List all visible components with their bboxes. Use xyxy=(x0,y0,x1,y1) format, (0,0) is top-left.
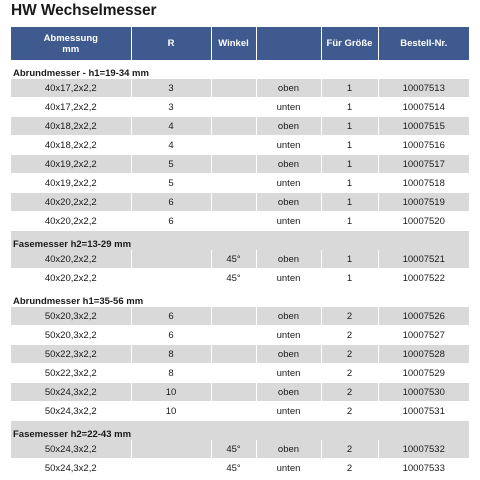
table-body xyxy=(11,60,469,478)
cell-groesse: 2 xyxy=(321,459,378,478)
cell-winkel xyxy=(211,136,256,155)
cell-position: oben xyxy=(256,250,321,269)
cell-abmessung: 40x17,2x2,2 xyxy=(11,98,131,117)
cell-winkel xyxy=(211,212,256,231)
cell-abmessung: 50x22,3x2,2 xyxy=(11,345,131,364)
group-heading-row xyxy=(11,288,469,308)
cell-bestell-nr: 10007513 xyxy=(378,79,469,98)
cell-position: oben xyxy=(256,117,321,136)
table-row xyxy=(11,269,469,288)
table-header xyxy=(11,27,469,60)
cell-position: unten xyxy=(256,326,321,345)
table-row xyxy=(11,212,469,231)
cell-winkel: 45° xyxy=(211,440,256,459)
column-header-abmessung xyxy=(11,27,131,60)
cell-abmessung: 40x20,2x2,2 xyxy=(11,269,131,288)
cell-r: 4 xyxy=(131,117,211,136)
cell-bestell-nr: 10007519 xyxy=(378,193,469,212)
cell-position: unten xyxy=(256,136,321,155)
cell-r: 3 xyxy=(131,79,211,98)
cell-groesse: 2 xyxy=(321,440,378,459)
cell-groesse: 2 xyxy=(321,364,378,383)
cell-bestell-nr: 10007521 xyxy=(378,250,469,269)
cell-winkel: 45° xyxy=(211,459,256,478)
cell-groesse: 1 xyxy=(321,98,378,117)
cell-r xyxy=(131,250,211,269)
group-heading: Fasemesser h2=13-29 mm xyxy=(11,231,469,251)
cell-position: unten xyxy=(256,212,321,231)
cell-groesse: 1 xyxy=(321,193,378,212)
cell-position: oben xyxy=(256,307,321,326)
cell-winkel xyxy=(211,117,256,136)
cell-r: 8 xyxy=(131,364,211,383)
table-row xyxy=(11,459,469,478)
cell-bestell-nr: 10007531 xyxy=(378,402,469,421)
cell-abmessung: 40x17,2x2,2 xyxy=(11,79,131,98)
cell-groesse: 2 xyxy=(321,383,378,402)
cell-position: unten xyxy=(256,364,321,383)
cell-r: 5 xyxy=(131,155,211,174)
cell-winkel xyxy=(211,307,256,326)
cell-position: unten xyxy=(256,459,321,478)
cell-bestell-nr: 10007528 xyxy=(378,345,469,364)
cell-r xyxy=(131,269,211,288)
cell-bestell-nr: 10007530 xyxy=(378,383,469,402)
cell-bestell-nr: 10007533 xyxy=(378,459,469,478)
cell-abmessung: 40x18,2x2,2 xyxy=(11,117,131,136)
cell-r: 10 xyxy=(131,383,211,402)
cell-groesse: 1 xyxy=(321,250,378,269)
table-row xyxy=(11,345,469,364)
cell-groesse: 2 xyxy=(321,307,378,326)
cell-groesse: 2 xyxy=(321,345,378,364)
cell-position: oben xyxy=(256,383,321,402)
cell-winkel xyxy=(211,155,256,174)
group-heading: Abrundmesser - h1=19-34 mm xyxy=(13,68,149,79)
cell-abmessung: 40x20,2x2,2 xyxy=(11,250,131,269)
cell-winkel xyxy=(211,193,256,212)
header-row xyxy=(11,27,469,60)
cell-bestell-nr: 10007529 xyxy=(378,364,469,383)
cell-abmessung: 40x20,2x2,2 xyxy=(11,193,131,212)
cell-winkel xyxy=(211,79,256,98)
cell-position: oben xyxy=(256,345,321,364)
table-row xyxy=(11,402,469,421)
cell-r: 5 xyxy=(131,174,211,193)
cell-r: 10 xyxy=(131,402,211,421)
cell-groesse: 1 xyxy=(321,269,378,288)
cell-r: 8 xyxy=(131,345,211,364)
cell-groesse: 2 xyxy=(321,326,378,345)
cell-position: oben xyxy=(256,440,321,459)
table-row xyxy=(11,174,469,193)
cell-bestell-nr: 10007527 xyxy=(378,326,469,345)
cell-bestell-nr: 10007515 xyxy=(378,117,469,136)
cell-abmessung: 40x20,2x2,2 xyxy=(11,212,131,231)
cell-position: unten xyxy=(256,98,321,117)
cell-winkel xyxy=(211,326,256,345)
table-row xyxy=(11,364,469,383)
group-heading: Abrundmesser h1=35-56 mm xyxy=(13,296,144,307)
cell-abmessung: 40x19,2x2,2 xyxy=(11,174,131,193)
column-header-abmessung-line1: Abmessung xyxy=(43,32,98,44)
cell-bestell-nr: 10007518 xyxy=(378,174,469,193)
cell-winkel: 45° xyxy=(211,250,256,269)
cell-bestell-nr: 10007516 xyxy=(378,136,469,155)
cell-abmessung: 40x18,2x2,2 xyxy=(11,136,131,155)
table-row xyxy=(11,136,469,155)
group-heading-row xyxy=(11,60,469,79)
table-row xyxy=(11,250,469,269)
cell-abmessung: 50x20,3x2,2 xyxy=(11,326,131,345)
cell-abmessung: 40x19,2x2,2 xyxy=(11,155,131,174)
group-heading-row xyxy=(11,421,469,441)
table-row xyxy=(11,383,469,402)
cell-groesse: 1 xyxy=(321,136,378,155)
column-header-groesse: Für Größe xyxy=(321,27,378,60)
cell-winkel xyxy=(211,98,256,117)
cell-winkel: 45° xyxy=(211,269,256,288)
cell-abmessung: 50x24,3x2,2 xyxy=(11,383,131,402)
cell-r: 4 xyxy=(131,136,211,155)
cell-bestell-nr: 10007520 xyxy=(378,212,469,231)
cell-abmessung: 50x22,3x2,2 xyxy=(11,364,131,383)
table-row xyxy=(11,440,469,459)
cell-winkel xyxy=(211,174,256,193)
table-row xyxy=(11,193,469,212)
cell-r: 6 xyxy=(131,326,211,345)
cell-bestell-nr: 10007514 xyxy=(378,98,469,117)
column-header-r: R xyxy=(131,27,211,60)
table-row xyxy=(11,98,469,117)
cell-abmessung: 50x24,3x2,2 xyxy=(11,402,131,421)
cell-winkel xyxy=(211,402,256,421)
cell-position: unten xyxy=(256,402,321,421)
cell-r: 6 xyxy=(131,307,211,326)
table-row xyxy=(11,307,469,326)
cell-groesse: 1 xyxy=(321,212,378,231)
cell-winkel xyxy=(211,383,256,402)
table-row xyxy=(11,117,469,136)
cell-r: 6 xyxy=(131,212,211,231)
table-row xyxy=(11,155,469,174)
cell-position: oben xyxy=(256,155,321,174)
cell-position: oben xyxy=(256,79,321,98)
group-heading-row xyxy=(11,231,469,251)
page-title: HW Wechselmesser xyxy=(11,2,157,19)
column-header-abmessung-line2: mm xyxy=(62,43,80,55)
price-table xyxy=(11,27,469,478)
column-header-winkel: Winkel xyxy=(211,27,256,60)
cell-groesse: 1 xyxy=(321,79,378,98)
cell-groesse: 1 xyxy=(321,174,378,193)
cell-r xyxy=(131,440,211,459)
table-row xyxy=(11,326,469,345)
cell-position: unten xyxy=(256,269,321,288)
cell-r: 6 xyxy=(131,193,211,212)
cell-abmessung: 50x20,3x2,2 xyxy=(11,307,131,326)
cell-bestell-nr: 10007522 xyxy=(378,269,469,288)
cell-winkel xyxy=(211,345,256,364)
cell-groesse: 1 xyxy=(321,155,378,174)
table-row xyxy=(11,79,469,98)
cell-position: unten xyxy=(256,174,321,193)
cell-bestell-nr: 10007532 xyxy=(378,440,469,459)
cell-abmessung: 50x24,3x2,2 xyxy=(11,459,131,478)
cell-winkel xyxy=(211,364,256,383)
cell-groesse: 1 xyxy=(321,117,378,136)
cell-groesse: 2 xyxy=(321,402,378,421)
column-header-bestell-nr: Bestell-Nr. xyxy=(378,27,469,60)
column-header-position xyxy=(256,27,321,60)
cell-r: 3 xyxy=(131,98,211,117)
cell-bestell-nr: 10007517 xyxy=(378,155,469,174)
cell-bestell-nr: 10007526 xyxy=(378,307,469,326)
cell-position: oben xyxy=(256,193,321,212)
cell-r xyxy=(131,459,211,478)
group-heading: Fasemesser h2=22-43 mm xyxy=(11,421,469,441)
cell-abmessung: 50x24,3x2,2 xyxy=(11,440,131,459)
